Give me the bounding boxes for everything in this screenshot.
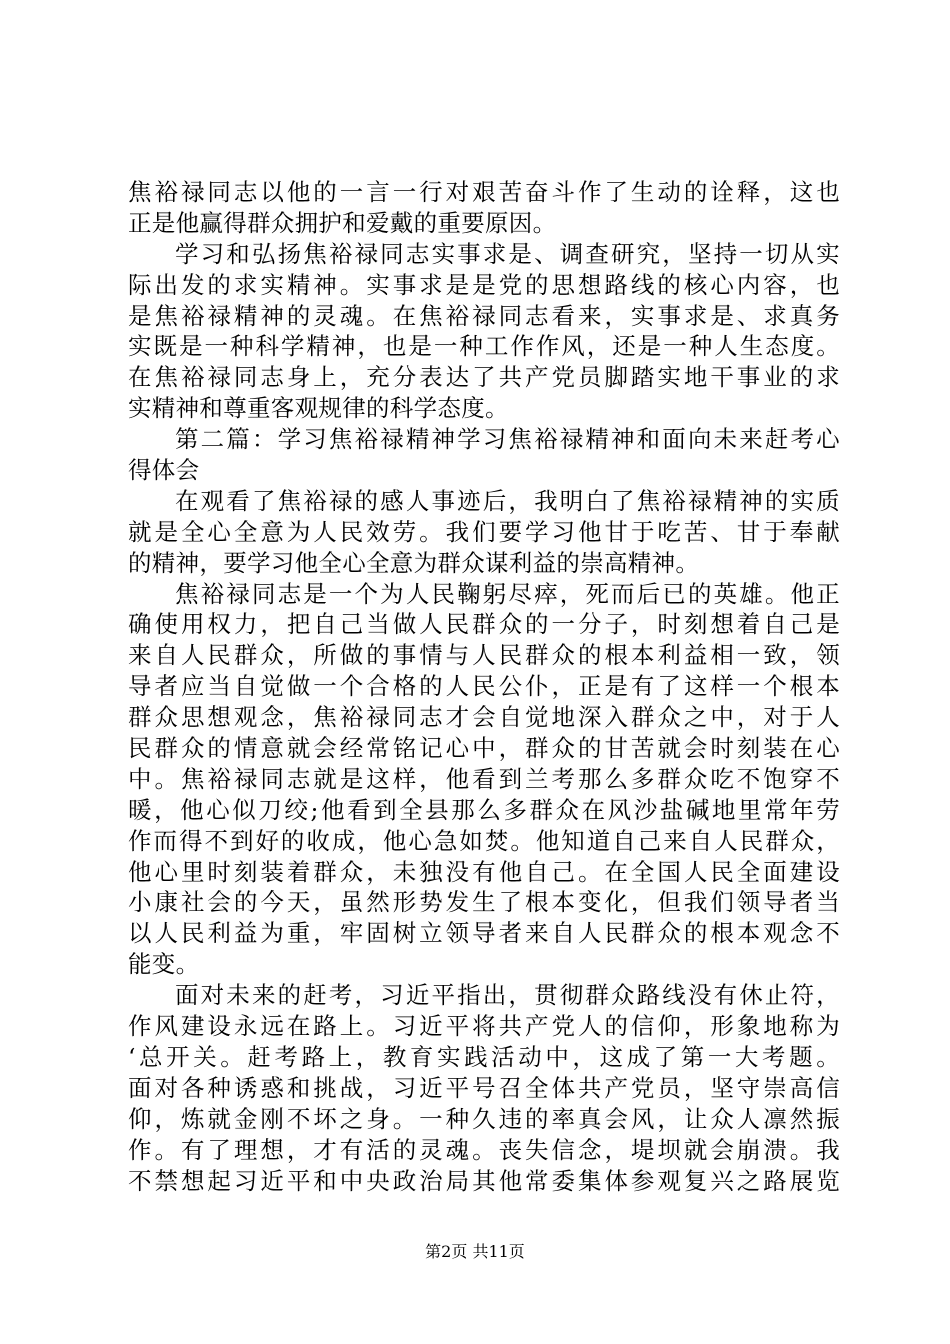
text-line: 面对未来的赶考，习近平指出，贯彻群众路线没有休止符， [175,981,840,1010]
text-line: 他心里时刻装着群众，未独没有他自己。在全国人民全面建设 [128,857,840,886]
page-footer: 第2页 共11页 [425,1242,525,1261]
text-line: 面对各种诱惑和挑战，习近平号召全体共产党员，坚守崇高信 [128,1073,840,1102]
text-line: 中。焦裕禄同志就是这样，他看到兰考那么多群众吃不饱穿不 [128,764,840,793]
text-line: 仰，炼就金刚不坏之身。一种久违的率真会风，让众人凛然振 [128,1104,840,1133]
text-line: 暖，他心似刀绞;他看到全县那么多群众在风沙盐碱地里常年劳 [128,795,840,824]
text-line: 在焦裕禄同志身上，充分表达了共产党员脚踏实地干事业的求 [128,363,840,392]
text-line: 焦裕禄同志以他的一言一行对艰苦奋斗作了生动的诠释，这也 [128,178,840,206]
text-line: 是焦裕禄精神的灵魂。在焦裕禄同志看来，实事求是、求真务 [128,301,840,330]
text-line: 来自人民群众，所做的事情与人民群众的根本利益相一致，领 [128,641,840,670]
text-line: 在观看了焦裕禄的感人事迹后，我明白了焦裕禄精神的实质 [175,486,840,515]
document-body [128,177,840,1196]
text-line: 实既是一种科学精神，也是一种工作作风，还是一种人生态度。 [128,332,840,361]
text-line: 焦裕禄同志是一个为人民鞠躬尽瘁，死而后已的英雄。他正 [175,579,840,608]
text-line: 导者应当自觉做一个合格的人民公仆，正是有了这样一个根本 [128,672,840,701]
text-line: 确使用权力，把自己当做人民群众的一分子，时刻想着自己是 [128,610,840,639]
text-line: 际出发的求实精神。实事求是是党的思想路线的核心内容，也 [128,270,840,299]
text-line: 作风建设永远在路上。习近平将共产党人的信仰，形象地称为 [128,1012,840,1041]
text-line: 作而得不到好的收成，他心急如焚。他知道自己来自人民群众， [128,826,840,855]
text-line: 不禁想起习近平和中央政治局其他常委集体参观复兴之路展览 [128,1166,840,1195]
text-line: 正是他赢得群众拥护和爱戴的重要原因。 [128,208,557,237]
text-line: 的精神，要学习他全心全意为群众谋利益的崇高精神。 [128,548,700,577]
text-line: 群众思想观念，焦裕禄同志才会自觉地深入群众之中，对于人 [128,703,840,732]
text-line: 得体会 [128,456,200,485]
text-line: ‘总开关。赶考路上，教育实践活动中，这成了第一大考题。 [128,1042,840,1071]
text-line: 能变。 [128,950,200,979]
text-line: 第二篇：学习焦裕禄精神学习焦裕禄精神和面向未来赶考心 [175,425,840,454]
text-line: 实精神和尊重客观规律的科学态度。 [128,394,509,423]
text-line: 就是全心全意为人民效劳。我们要学习他甘于吃苦、甘于奉献 [128,517,840,546]
text-line: 以人民利益为重，牢固树立领导者来自人民群众的根本观念不 [128,919,840,948]
text-line: 学习和弘扬焦裕禄同志实事求是、调查研究，坚持一切从实 [175,239,840,268]
text-line: 作。有了理想，才有活的灵魂。丧失信念，堤坝就会崩溃。我 [128,1135,840,1164]
text-line: 小康社会的今天，虽然形势发生了根本变化，但我们领导者当 [128,888,840,917]
text-line: 民群众的情意就会经常铭记心中，群众的甘苦就会时刻装在心 [128,734,840,763]
